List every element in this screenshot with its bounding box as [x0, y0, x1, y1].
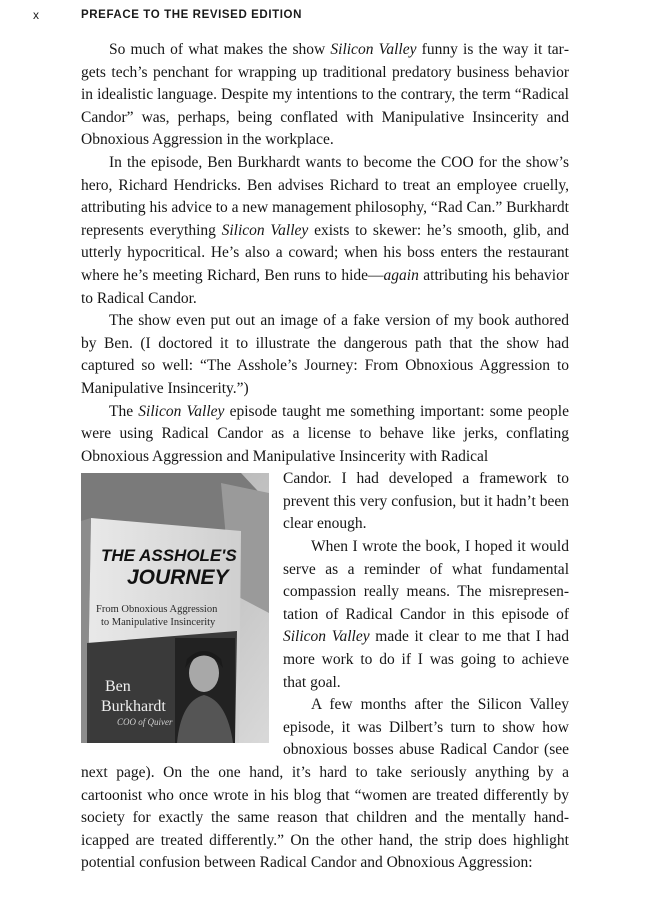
cover-title-line-2: JOURNEY: [127, 566, 229, 590]
cover-author-last: Burkhardt: [101, 698, 166, 716]
book-cover-image: [81, 473, 269, 743]
cover-subtitle-line-2: to Manipulative Insincerity: [101, 617, 216, 629]
author-photo: [175, 638, 235, 743]
paragraph-1: So much of what makes the show Silicon Valley funny is the way it targets tech’s penchant for wrapping up traditional predatory business behavior in idealistic language. Despite my intentions to the contrary, the term “Radical Candor” was, perhaps, being conflated with Manipulative Insincerity and Obnoxious Aggression in the workplace.: [81, 41, 569, 149]
paragraph-5: When I wrote the book, I hoped it would serve as a reminder of what fundamental compassion really means. The misrepresentation of Radical Candor in this episode of Silicon Valley made it clear to me that I had more work to do if I was going to achieve that goal.: [283, 538, 570, 691]
paragraph-3: The show even put out an image of a fake version of my book authored by Ben. (I doctored it to illustrate the dangerous path that the show had captured so well: “The Asshole’s Journey: From Obnoxious Aggression to Manipulative Insincerity.”): [81, 312, 569, 397]
paragraph-2: In the episode, Ben Burkhardt wants to become the COO for the show’s hero, Richard Hendricks. Ben advises Richard to treat an employee cruelly, attributing his advice to a new management philosophy, “Rad Can.” Burkhardt represents everything Silicon Valley exists to skewer: he’s smooth, glib, and utterly hypocritical. He’s also a coward; when his boss enters the restaurant where he’s meeting Richard, Ben runs to hide—again attributing his behavior to Radical Candor.: [81, 153, 570, 307]
paragraph-4: The Silicon Valley episode taught me something important: some people were using Radical Candor as a license to behave like jerks, conflating Obnoxious Aggression and Manipulative Insincerity with Radical: [81, 402, 569, 465]
paragraph-6: A few months after the Silicon Valley episode, it was Dilbert’s turn to show how obnoxious bosses abuse Radical Candor (see next page). On the one hand, it’s hard to take seriously anything by a cartoonist who once wrote in his blog that “women are treated differently by society for exactly the same reason that children and the mentally handicapped are treated differently.” On the other hand, the strip does highlight potential confusion between Radical Candor and Obnoxious Aggression:: [81, 696, 569, 872]
body-text: [81, 39, 569, 875]
cover-author-role: COO of Quiver: [117, 717, 173, 728]
book-cover-illustration: [81, 473, 269, 743]
cover-subtitle-line-1: From Obnoxious Aggression: [96, 604, 218, 616]
paragraph-4-continued: Candor. I had developed a framework to prevent this very confusion, but it hadn’t been clear enough.: [283, 470, 569, 533]
running-head: [33, 8, 302, 22]
running-head-title: PREFACE TO THE REVISED EDITION: [81, 9, 302, 21]
cover-author-first: Ben: [105, 678, 131, 696]
page-number: x: [33, 8, 40, 22]
cover-title-line-1: THE ASSHOLE'S: [101, 546, 237, 566]
